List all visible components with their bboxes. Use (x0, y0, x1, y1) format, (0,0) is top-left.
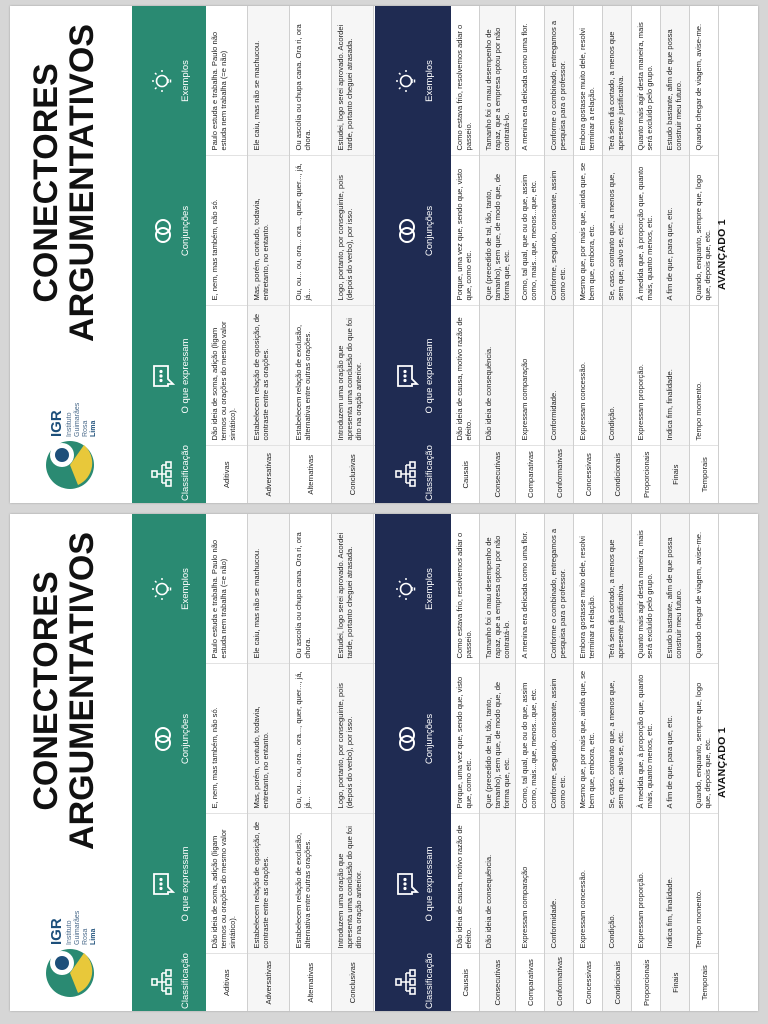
conjunctions-cell: À medida que, à proporção que, quanto mais, quanto menos, etc. (632, 156, 661, 306)
table-row (574, 6, 603, 503)
column-header-exemplos (375, 6, 451, 156)
column-header-label: O que expressam (423, 846, 435, 922)
column-header-exemplos (132, 514, 206, 664)
conjunctions-cell: Ou, ou... ou, ora... ora..., quer, quer..., já, já... (290, 156, 332, 306)
table-row (332, 6, 374, 503)
column-header-label: Classificação (179, 445, 191, 501)
table-row (451, 6, 480, 503)
example-cell: Paulo estuda e trabalha. Paulo não estuda nem trabalha (=e não) (206, 6, 248, 156)
column-header-classificacao (132, 446, 206, 503)
lightbulb-icon (151, 576, 175, 602)
infographic-sheet-bottom (10, 514, 758, 1011)
linked-rings-icon (395, 218, 419, 244)
hierarchy-icon (151, 970, 175, 996)
rotated-content (10, 514, 758, 1011)
conjunctions-cell: Que (precedido de tal, tão, tanto, tamanho), sem que, de modo que, de forma que, etc. (480, 664, 516, 814)
table-row (516, 514, 545, 1011)
table-header-row (132, 6, 206, 503)
table-row (451, 514, 480, 1011)
example-cell: Paulo estuda e trabalha. Paulo não estuda nem trabalha (=e não) (206, 514, 248, 664)
speech-bubble-icon (151, 363, 175, 389)
conjunctions-cell: E, nem, mas também, não só. (206, 156, 248, 306)
expression-cell: Expressam concessão. (574, 814, 603, 954)
column-header-expressam (375, 306, 451, 446)
expression-cell: Dão ideia de consequência. (480, 306, 516, 446)
classification-cell: Consecutivas (480, 954, 516, 1011)
infographic-sheet-top (10, 6, 758, 503)
conjunctions-cell: Mas, porém, contudo, todavia, entretanto, no entanto. (248, 156, 290, 306)
example-cell: Quanto mais agir desta maneira, mais será excluído pelo grupo. (632, 6, 661, 156)
example-cell: Estudo bastante, afim de que possa construir meu futuro. (661, 514, 690, 664)
conjunctions-cell: Porque, uma vez que, sendo que, visto que, como etc. (451, 156, 480, 306)
expression-cell: Conformidade. (545, 814, 574, 954)
table-row (574, 514, 603, 1011)
igr-logo (38, 359, 100, 489)
table-row (332, 514, 374, 1011)
example-cell: Terá sem dia cortado, a menos que apresente justificativa. (603, 6, 632, 156)
table-row (290, 6, 332, 503)
table-body (451, 514, 719, 1011)
sheet-header (10, 514, 128, 1011)
example-cell: Estudei, logo serei aprovado. Acordei tarde, portanto cheguei atrasada. (332, 6, 374, 156)
expression-cell: Indica fim, finalidade. (661, 306, 690, 446)
classification-cell: Conformativas (545, 954, 574, 1011)
column-header-label: Conjunções (423, 205, 435, 257)
column-header-conjuncoes (375, 156, 451, 306)
expression-cell: Introduzem uma oração que apresenta uma conclusão do que foi dito na oração anterior. (332, 814, 374, 954)
expression-cell: Estabelecem relação de exclusão, alternativa entre outras orações. (290, 306, 332, 446)
column-header-label: O que expressam (423, 338, 435, 414)
classification-cell: Conclusivas (332, 446, 374, 503)
expression-cell: Tempo momento. (690, 814, 719, 954)
classification-cell: Causais (451, 954, 480, 1011)
title-line-2: ARGUMENTATIVOS (63, 532, 101, 850)
page-title (28, 521, 100, 861)
classification-cell: Conclusivas (332, 954, 374, 1011)
example-cell: Estudei, logo serei aprovado. Acordei tarde, portanto cheguei atrasada. (332, 514, 374, 664)
expression-cell: Expressam proporção. (632, 814, 661, 954)
conjunctions-cell: Como, tal qual, que ou do que, assim como, mais...que, menos...que, etc. (516, 156, 545, 306)
table-row (248, 514, 290, 1011)
conjunctions-cell: Quando, enquanto, sempre que, logo que, depois que, etc. (690, 664, 719, 814)
conjunctions-cell: Como, tal qual, que ou do que, assim como, mais...que, menos...que, etc. (516, 664, 545, 814)
speech-bubble-icon (395, 363, 419, 389)
example-cell: Ele caiu, mas não se machucou. (248, 6, 290, 156)
lightbulb-icon (395, 68, 419, 94)
classification-cell: Aditivas (206, 954, 248, 1011)
example-cell: Como estava frio, resolvemos adiar o passeio. (451, 6, 480, 156)
conjunctions-cell: Que (precedido de tal, tão, tanto, tamanho), sem que, de modo que, de forma que, etc. (480, 156, 516, 306)
speech-bubble-icon (395, 871, 419, 897)
table-body (451, 6, 719, 503)
coordenadas-table (132, 6, 416, 503)
column-header-label: Conjunções (423, 713, 435, 765)
column-header-classificacao (375, 446, 451, 503)
classification-cell: Temporais (690, 446, 719, 503)
expression-cell: Dão ideia de causa, motivo razão de efeito. (451, 306, 480, 446)
igr-logo (38, 867, 100, 997)
table-row (661, 6, 690, 503)
conjunctions-cell: Se, caso, contanto que, a menos que, sem que, salvo se, etc. (603, 156, 632, 306)
expression-cell: Introduzem uma oração que apresenta uma conclusão do que foi dito na oração anterior. (332, 306, 374, 446)
conjunctions-cell: E, nem, mas também, não só. (206, 664, 248, 814)
lightbulb-icon (395, 576, 419, 602)
column-header-label: O que expressam (179, 338, 191, 414)
expression-cell: Estabelecem relação de oposição, de contraste entre as orações. (248, 814, 290, 954)
table-row (690, 6, 719, 503)
example-cell: Conforme o combinado, entregamos a pesquisa para o professor. (545, 6, 574, 156)
coordenadas-table (132, 514, 416, 1011)
expression-cell: Condição. (603, 306, 632, 446)
classification-cell: Consecutivas (480, 446, 516, 503)
column-header-label: Exemplos (423, 568, 435, 610)
column-header-classificacao (375, 954, 451, 1011)
table-row (480, 514, 516, 1011)
igr-logo-mark-icon (40, 431, 98, 489)
example-cell: Ou ascolia ou chupa cana. Ora ri, ora chora. (290, 514, 332, 664)
level-label: AVANÇADO 1 (716, 219, 728, 290)
conjunctions-cell: Se, caso, contanto que, a menos que, sem que, salvo se, etc. (603, 664, 632, 814)
conjunctions-cell: A fim de que, para que, etc. (661, 664, 690, 814)
column-header-label: Conjunções (179, 205, 191, 257)
speech-bubble-icon (151, 871, 175, 897)
table-row (632, 514, 661, 1011)
column-header-exemplos (375, 514, 451, 664)
table-row (206, 514, 248, 1011)
logo-line: Instituto (66, 412, 73, 437)
conjunctions-cell: Ou, ou... ou, ora... ora..., quer, quer..., já, já... (290, 664, 332, 814)
logo-name: IGR (48, 918, 65, 945)
classification-cell: Condicionais (603, 446, 632, 503)
column-header-label: Exemplos (179, 568, 191, 610)
logo-line: Instituto (66, 920, 73, 945)
column-header-expressam (375, 814, 451, 954)
column-header-expressam (132, 306, 206, 446)
expression-cell: Dão ideia de consequência. (480, 814, 516, 954)
conjunctions-cell: Porque, uma vez que, sendo que, visto que, como etc. (451, 664, 480, 814)
column-header-conjuncoes (132, 156, 206, 306)
expression-cell: Expressam comparação (516, 306, 545, 446)
classification-cell: Finais (661, 954, 690, 1011)
table-header-row (375, 514, 451, 1011)
classification-cell: Causais (451, 446, 480, 503)
expression-cell: Dão ideia de soma, adição (ligam termos ou orações do mesmo valor sintático). (206, 814, 248, 954)
classification-cell: Adversativas (248, 954, 290, 1011)
classification-cell: Alternativas (290, 446, 332, 503)
example-cell: A menina era delicada como uma flor. (516, 6, 545, 156)
column-header-label: Classificação (423, 445, 435, 501)
logo-line: Rosa (82, 928, 89, 945)
classification-cell: Adversativas (248, 446, 290, 503)
table-row (248, 6, 290, 503)
expression-cell: Expressam proporção. (632, 306, 661, 446)
linked-rings-icon (395, 726, 419, 752)
table-row (603, 6, 632, 503)
expression-cell: Dão ideia de causa, motivo razão de efeito. (451, 814, 480, 954)
example-cell: Como estava frio, resolvemos adiar o passeio. (451, 514, 480, 664)
expression-cell: Expressam concessão. (574, 306, 603, 446)
column-header-label: Classificação (179, 953, 191, 1009)
column-header-classificacao (132, 954, 206, 1011)
table-row (632, 6, 661, 503)
logo-line: Guimarães (74, 402, 81, 437)
hierarchy-icon (395, 970, 419, 996)
example-cell: Ou ascolia ou chupa cana. Ora ri, ora chora. (290, 6, 332, 156)
column-header-label: Classificação (423, 953, 435, 1009)
page-title (28, 13, 100, 353)
classification-cell: Alternativas (290, 954, 332, 1011)
column-header-label: Exemplos (423, 60, 435, 102)
conjunctions-cell: Mas, porém, contudo, todavia, entretanto, no entanto. (248, 664, 290, 814)
example-cell: Conforme o combinado, entregamos a pesquisa para o professor. (545, 514, 574, 664)
example-cell: Quando chegar de viagem, avise-me. (690, 514, 719, 664)
title-line-2: ARGUMENTATIVOS (63, 24, 101, 342)
hierarchy-icon (395, 462, 419, 488)
conjunctions-cell: À medida que, à proporção que, quanto mais, quanto menos, etc. (632, 664, 661, 814)
classification-cell: Finais (661, 446, 690, 503)
conjunctions-cell: Mesmo que, por mais que, ainda que, se bem que, embora, etc. (574, 156, 603, 306)
table-row (545, 514, 574, 1011)
example-cell: Quando chegar de viagem, avise-me. (690, 6, 719, 156)
conjunctions-cell: Conforme, segundo, consoante, assim como etc. (545, 664, 574, 814)
expression-cell: Condição. (603, 814, 632, 954)
column-header-label: Conjunções (179, 713, 191, 765)
classification-cell: Aditivas (206, 446, 248, 503)
expression-cell: Estabelecem relação de oposição, de contraste entre as orações. (248, 306, 290, 446)
logo-name: IGR (48, 410, 65, 437)
table-row (290, 514, 332, 1011)
column-header-label: Exemplos (179, 60, 191, 102)
conjunctions-cell: Logo, portanto, por conseguinte, pois (depois do verbo), por isso. (332, 156, 374, 306)
classification-cell: Proporcionais (632, 954, 661, 1011)
table-header-row (375, 6, 451, 503)
rotated-content (10, 6, 758, 503)
classification-cell: Concessivas (574, 446, 603, 503)
lightbulb-icon (151, 68, 175, 94)
example-cell: Embora gostasse muito dele, resolvi terminar a relação. (574, 6, 603, 156)
column-header-exemplos (132, 6, 206, 156)
example-cell: Terá sem dia cortado, a menos que apresente justificativa. (603, 514, 632, 664)
logo-line: Lima (90, 420, 97, 437)
logo-line: Guimarães (74, 910, 81, 945)
expression-cell: Tempo momento. (690, 306, 719, 446)
example-cell: Ele caiu, mas não se machucou. (248, 514, 290, 664)
example-cell: Embora gostasse muito dele, resolvi terminar a relação. (574, 514, 603, 664)
example-cell: Tamanho foi o mau desempenho de rapaz, que a empresa optou por não contratá-lo. (480, 514, 516, 664)
column-header-conjuncoes (375, 664, 451, 814)
classification-cell: Condicionais (603, 954, 632, 1011)
table-row (516, 6, 545, 503)
expression-cell: Dão ideia de soma, adição (ligam termos ou orações do mesmo valor sintático). (206, 306, 248, 446)
conjunctions-cell: Mesmo que, por mais que, ainda que, se bem que, embora, etc. (574, 664, 603, 814)
igr-logo-mark-icon (40, 939, 98, 997)
table-row (661, 514, 690, 1011)
table-row (545, 6, 574, 503)
classification-cell: Comparativas (516, 446, 545, 503)
example-cell: Quanto mais agir desta maneira, mais será excluído pelo grupo. (632, 514, 661, 664)
hierarchy-icon (151, 462, 175, 488)
expression-cell: Estabelecem relação de exclusão, alternativa entre outras orações. (290, 814, 332, 954)
column-header-expressam (132, 814, 206, 954)
table-row (206, 6, 248, 503)
conjunctions-cell: Logo, portanto, por conseguinte, pois (depois do verbo), por isso. (332, 664, 374, 814)
table-row (603, 514, 632, 1011)
column-header-conjuncoes (132, 664, 206, 814)
conjunctions-cell: Conforme, segundo, consoante, assim como etc. (545, 156, 574, 306)
expression-cell: Indica fim, finalidade. (661, 814, 690, 954)
conjunctions-cell: Quando, enquanto, sempre que, logo que, depois que, etc. (690, 156, 719, 306)
classification-cell: Proporcionais (632, 446, 661, 503)
subordinadas-table (375, 514, 719, 1011)
column-header-label: O que expressam (179, 846, 191, 922)
expression-cell: Expressam comparação (516, 814, 545, 954)
table-row (690, 514, 719, 1011)
classification-cell: Temporais (690, 954, 719, 1011)
subordinadas-table (375, 6, 719, 503)
table-header-row (132, 514, 206, 1011)
expression-cell: Conformidade. (545, 306, 574, 446)
example-cell: Estudo bastante, afim de que possa construir meu futuro. (661, 6, 690, 156)
conjunctions-cell: A fim de que, para que, etc. (661, 156, 690, 306)
sheet-header (10, 6, 128, 503)
classification-cell: Concessivas (574, 954, 603, 1011)
example-cell: Tamanho foi o mau desempenho de rapaz, que a empresa optou por não contratá-lo. (480, 6, 516, 156)
title-line-1: CONECTORES (27, 571, 65, 811)
table-row (480, 6, 516, 503)
level-label: AVANÇADO 1 (716, 727, 728, 798)
logo-line: Lima (90, 928, 97, 945)
title-line-1: CONECTORES (27, 63, 65, 303)
classification-cell: Conformativas (545, 446, 574, 503)
classification-cell: Comparativas (516, 954, 545, 1011)
logo-line: Rosa (82, 420, 89, 437)
linked-rings-icon (151, 726, 175, 752)
example-cell: A menina era delicada como uma flor. (516, 514, 545, 664)
linked-rings-icon (151, 218, 175, 244)
